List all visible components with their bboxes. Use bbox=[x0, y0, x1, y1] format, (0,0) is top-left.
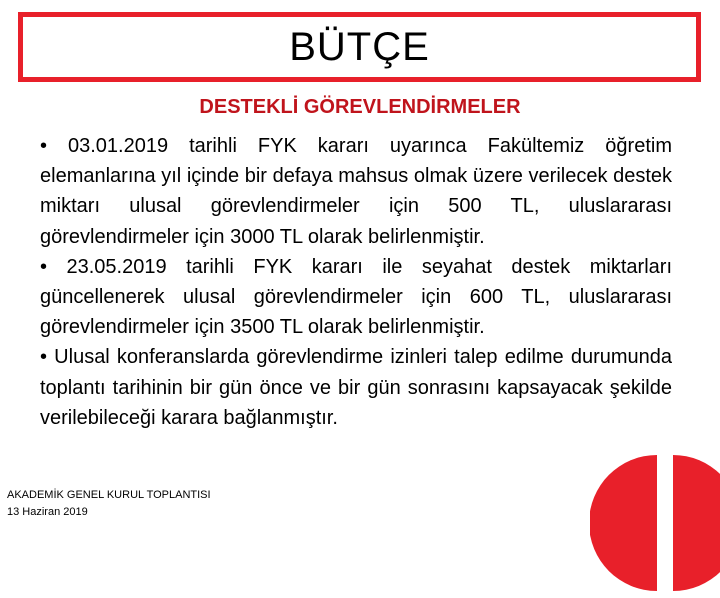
footer-meeting-name: AKADEMİK GENEL KURUL TOPLANTISI bbox=[7, 489, 211, 501]
bullet-paragraph-1: • 03.01.2019 tarihli FYK kararı uyarınca Fakültemiz öğretim elemanlarına yıl içinde bir defaya mahsus olmak üzere verilecek destek miktarı ulusal görevlendirmeler için 500 TL, uluslararası görevlendirmeler için 3000 TL olarak belirlenmiştir. bbox=[40, 135, 672, 248]
slide-body bbox=[40, 131, 672, 433]
university-logo-icon bbox=[590, 448, 720, 598]
footer-date: 13 Haziran 2019 bbox=[7, 506, 88, 518]
slide-subtitle: DESTEKLİ GÖREVLENDİRMELER bbox=[199, 96, 521, 118]
footer bbox=[7, 487, 211, 521]
bullet-paragraph-3: • Ulusal konferanslarda görevlendirme izinleri talep edilme durumunda toplantı tarihinin bir gün önce ve bir gün sonrasını kapsayacak şekilde verilebileceği karara bağlanmıştır. bbox=[40, 346, 672, 429]
slide-title: BÜTÇE bbox=[289, 24, 430, 69]
bullet-paragraph-2: • 23.05.2019 tarihli FYK kararı ile seyahat destek miktarları güncellenerek ulusal görevlendirmeler için 600 TL, uluslararası görevlendirmeler için 3500 TL olarak belirlenmiştir. bbox=[40, 255, 672, 339]
title-box bbox=[18, 12, 701, 82]
